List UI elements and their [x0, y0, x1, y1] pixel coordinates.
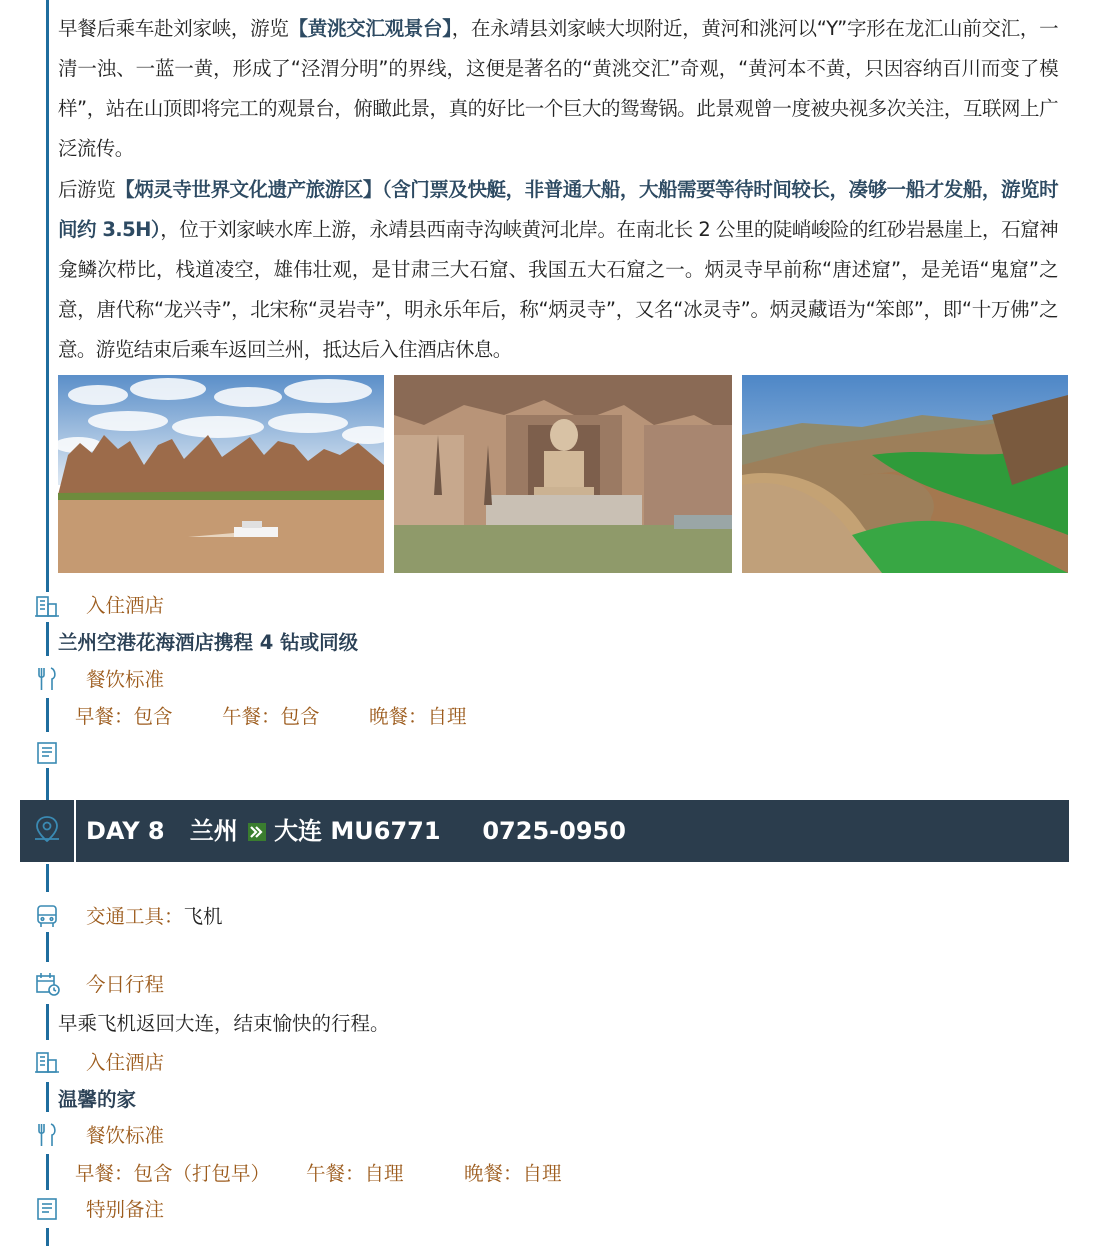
utensils-icon [34, 1122, 60, 1148]
utensils-icon [34, 666, 60, 692]
timeline-line [46, 1082, 49, 1112]
day-title-route-start: DAY 8 兰州 [86, 817, 238, 845]
breakfast-info: 早餐：包含 [75, 705, 173, 728]
photo-liujiaxia-boat [58, 375, 384, 573]
transport-row [86, 904, 223, 930]
timeline-line [46, 0, 49, 592]
hotel-name: 温馨的家 [58, 1088, 137, 1111]
day-header-band [20, 800, 1069, 862]
paragraph-text: 早餐后乘车赴刘家峡，游览 [58, 17, 289, 40]
dinner-info: 晚餐：自理 [369, 705, 467, 728]
hotel-name: 兰州空港花海酒店携程 4 钻或同级 [58, 631, 359, 654]
timeline-line [46, 768, 49, 800]
hotel-label: 入住酒店 [86, 1051, 165, 1074]
timeline-line [46, 932, 49, 962]
itinerary-paragraph [58, 9, 1058, 169]
notes-label: 特别备注 [86, 1198, 165, 1221]
location-pin-icon [20, 800, 76, 862]
timeline-line [46, 1004, 49, 1040]
timeline-line [46, 864, 49, 892]
itinerary-paragraph [58, 170, 1058, 370]
timeline-line [46, 1228, 49, 1246]
timeline-line [46, 622, 49, 656]
meal-label: 餐饮标准 [86, 668, 165, 691]
bus-icon [34, 903, 60, 929]
itinerary-label: 今日行程 [86, 973, 165, 996]
attraction-highlight: 【炳灵寺世界文化遗产旅游区】（含门票及快艇，非普通大船，大船需要等待时间较长，凑够一船才发船，游览时间约 3.5H） [58, 178, 1058, 241]
transport-label: 交通工具： [86, 905, 184, 928]
breakfast-info: 早餐：包含（打包早） [75, 1162, 271, 1185]
transport-value: 飞机 [183, 905, 223, 928]
hotel-icon [34, 1049, 60, 1075]
photo-huangtao-confluence [742, 375, 1068, 573]
lunch-info: 午餐：包含 [222, 705, 320, 728]
timeline-line [46, 1154, 49, 1190]
hotel-icon [34, 593, 60, 619]
paragraph-text: 后游览 [58, 178, 116, 201]
meal-label: 餐饮标准 [86, 1124, 165, 1147]
timeline-line [46, 698, 49, 732]
attraction-highlight: 【黄洮交汇观景台】 [288, 17, 452, 40]
notes-icon [34, 1196, 60, 1222]
arrow-right-icon [248, 823, 266, 841]
notes-icon [34, 740, 60, 766]
hotel-label: 入住酒店 [86, 594, 165, 617]
dinner-info: 晚餐：自理 [464, 1162, 562, 1185]
calendar-clock-icon [34, 971, 60, 997]
paragraph-text: ，位于刘家峡水库上游，永靖县西南寺沟峡黄河北岸。在南北长 2 公里的陡峭峻险的红砂岩悬崖上，石窟神龛鳞次栉比，栈道凌空，雄伟壮观，是甘肃三大石窟、我国五大石窟之一。炳灵寺早前称“唐述窟”，是羌语“鬼窟”之意，唐代称“龙兴寺”，北宋称“灵岩寺”，明永乐年后，称“炳灵寺”，又名“冰灵寺”。炳灵藏语为“笨郎”，即“十万佛”之意。游览结束后乘车返回兰州，抵达后入住酒店休息。 [58, 218, 1059, 361]
day-title-route-end: 大连 MU6771 0725-0950 [274, 817, 626, 845]
lunch-info: 午餐：自理 [306, 1162, 404, 1185]
itinerary-text: 早乘飞机返回大连，结束愉快的行程。 [58, 1012, 390, 1035]
day-title [86, 814, 626, 848]
paragraph-text: ，在永靖县刘家峡大坝附近，黄河和洮河以“Y”字形在龙汇山前交汇，一清一浊、一蓝一黄，形成了“泾渭分明”的界线，这便是著名的“黄洮交汇”奇观，“黄河本不黄，只因容纳百川而变了模样”，站在山顶即将完工的观景台，俯瞰此景，真的好比一个巨大的鸳鸯锅。此景观曾一度被央视多次关注，互联网上广泛流传。 [58, 17, 1058, 160]
photo-bingling-buddha [394, 375, 732, 573]
